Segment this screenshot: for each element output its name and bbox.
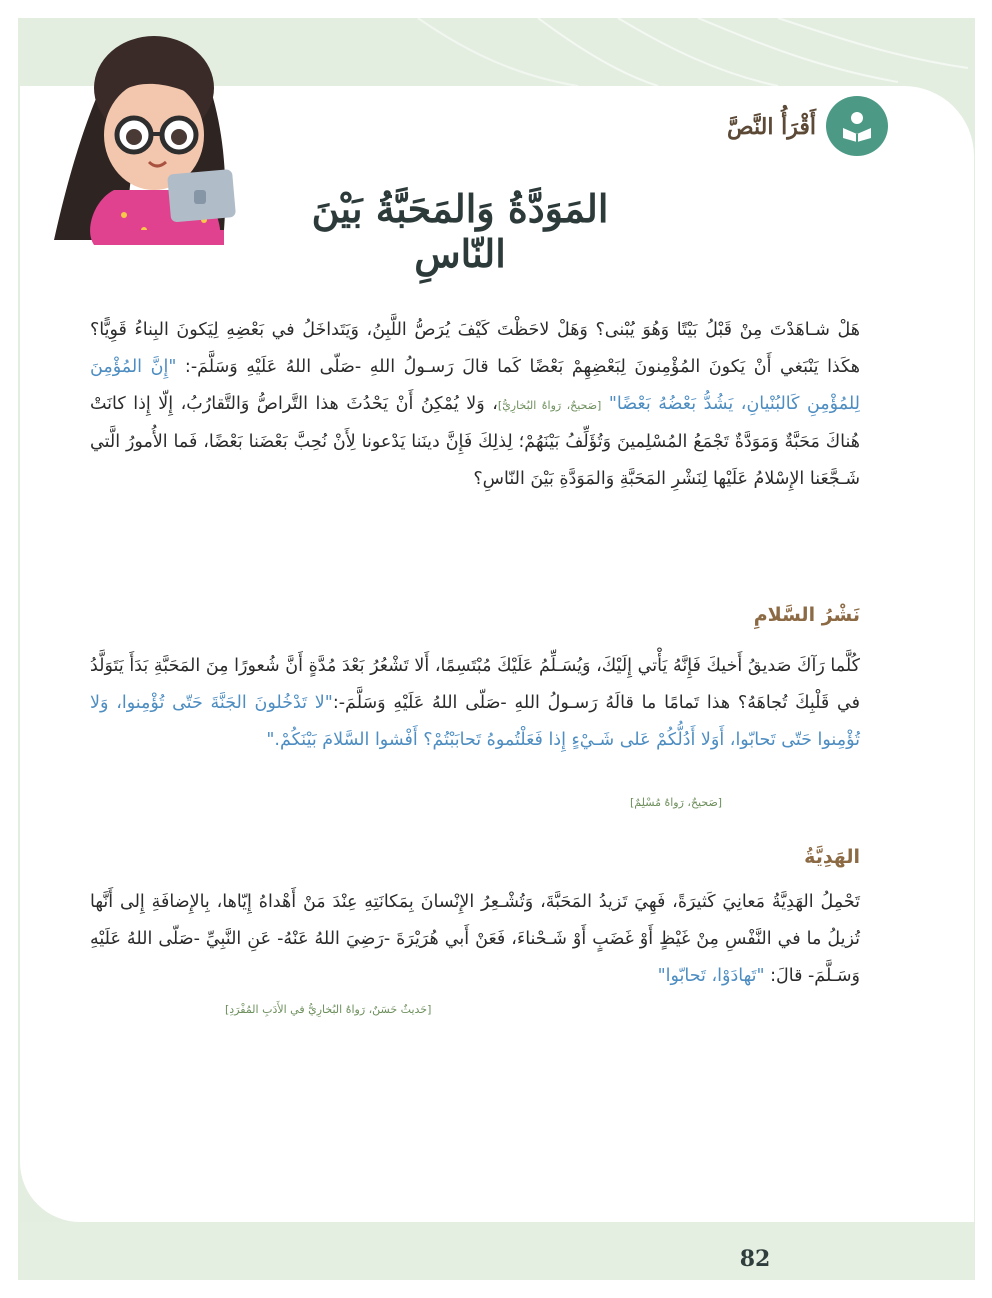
intro-text-2: ، وَلا يُمْكِنُ أَنْ يَحْدُثَ هذا التَّراصُّ وَالتَّقارُبُ، إِلّا إِذا كانَتْ هُناكَ مَحَبَّةٌ وَمَوَدَّةٌ تَجْمَعُ المُسْلِمينَ وَتُؤَلِّفُ بَيْنَهُمْ؛ لِذلِكَ فَإِنَّ دينَنا يَدْعونا لِأَنْ نُحِبَّ بَعْضَنا بَعْضًا، فَما الأُمورُ الَّتي شَـجَّعَنا الإِسْلامُ عَلَيْها لِنَشْرِ المَحَبَّةِ وَالمَوَدَّةِ بَيْنَ النّاسِ؟ xyxy=(90,394,860,489)
salam-hadith: "لا تَدْخُلونَ الجَنَّةَ حَتّى تُؤْمِنوا، وَلا تُؤْمِنوا حَتّى تَحابّوا، أَوَلا أَدُلُّكُمْ عَلى شَـيْءٍ إِذا فَعَلْتُموهُ تَحابَبْتُمْ؟ أَفْشوا السَّلامَ بَيْنَكُمْ." xyxy=(90,693,860,750)
salam-text: كُلَّما رَآكَ صَديقُ أَخيكَ فَإِنَّهُ يَأْتي إِلَيْكَ، وَيُسَـلِّمُ عَلَيْكَ مُبْتَسِمًا، أَلا تَشْعُرُ بَعْدَ مُدَّةٍ أَنَّ شُعورًا مِنَ المَحَبَّةِ بَدَأَ يَتَوَلَّدُ في قَلْبِكَ تُجاهَهُ؟ هذا تَمامًا ما قالَهُ رَسـولُ اللهِ -صَلّى اللهُ عَلَيْهِ وَسَلَّمَ-: xyxy=(90,656,861,713)
gift-hadith: "تَهادَوْا، تَحابّوا" xyxy=(657,966,765,986)
intro-text-1: هَلْ شـاهَدْتَ مِنْ قَبْلُ بَيْتًا وَهُوَ يُبْنى؟ وَهَلْ لاحَظْتَ كَيْفَ يُرَصُّ اللَّبِنُ، وَيَتَداخَلُ في بَعْضِهِ لِيَكونَ البِناءُ قَوِيًّا؟ هكَذا يَنْبَغي أَنْ يَكونَ المُؤْمِنونَ لِبَعْضِهِمْ بَعْضًا كَما قالَ رَسـولُ اللهِ -صَلّى اللهُ عَلَيْهِ وَسَلَّمَ-: xyxy=(90,320,861,377)
reading-person-icon xyxy=(839,108,875,144)
intro-source: [صَحيحٌ، رَواهُ البُخارِيُّ] xyxy=(497,399,602,412)
girl-with-laptop-illustration xyxy=(54,30,244,245)
gift-heading: الهَدِيَّةُ xyxy=(804,846,860,868)
gift-text: تَحْمِلُ الهَدِيَّةُ مَعانِيَ كَثيرَةً، فَهِيَ تَزيدُ المَحَبَّةَ، وَتُشْـعِرُ الإِنْسانَ بِمَكانَتِهِ عِنْدَ مَنْ أَهْداهُ إِيّاها، بِالإِضافَةِ إِلى أَنَّها تُزيلُ ما في النَّفْسِ مِنْ غَيْظٍ أَوْ غَضَبٍ أَوْ شَـحْناءَ، فَعَنْ أَبي هُرَيْرَةَ -رَضِيَ اللهُ عَنْهُ- عَنِ النَّبِيِّ -صَلّى اللهُ عَلَيْهِ وَسَـلَّمَ- قالَ: xyxy=(90,892,860,986)
page-number: 82 xyxy=(739,1246,771,1272)
gift-source: [حَديثٌ حَسَنٌ، رَواهُ البُخارِيُّ في الأَدَبِ المُفْرَدِ] xyxy=(225,1003,432,1016)
intro-paragraph xyxy=(90,312,860,498)
section-label: أَقْرَأُ النَّصَّ xyxy=(727,114,816,140)
salam-paragraph xyxy=(90,648,860,759)
salam-heading: نَشْرُ السَّلامِ xyxy=(753,604,860,626)
gift-paragraph xyxy=(90,884,860,995)
intro-hadith: "إِنَّ المُؤْمِنَ لِلمُؤْمِنِ كَالبُنْيانِ، يَشُدُّ بَعْضُهُ بَعْضًا" xyxy=(90,357,860,414)
salam-source: [صَحيحٌ، رَواهُ مُسْلِمٌ] xyxy=(630,796,723,809)
read-text-badge xyxy=(826,96,888,156)
footer-band xyxy=(20,1222,974,1280)
page-title: المَوَدَّةُ وَالمَحَبَّةُ بَيْنَ النّاسِ xyxy=(311,186,609,276)
